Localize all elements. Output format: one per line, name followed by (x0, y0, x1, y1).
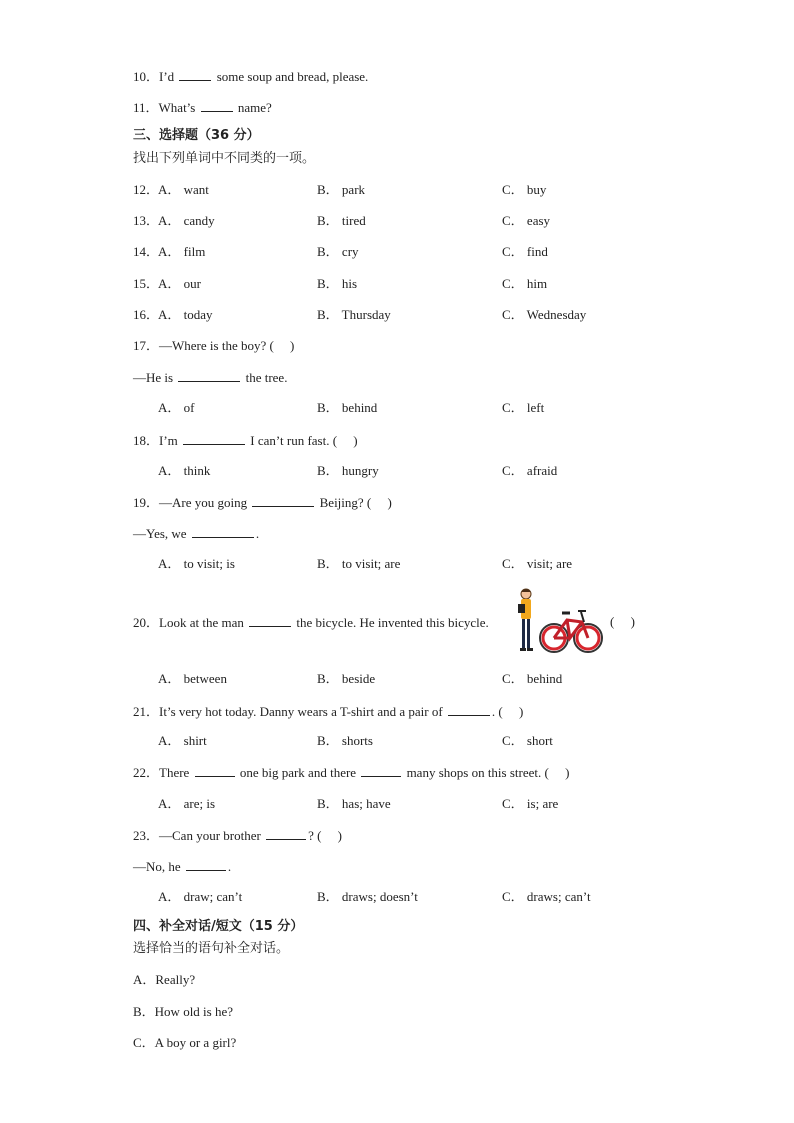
option-b[interactable]: B． behind (317, 400, 378, 415)
option-b[interactable]: B． Thursday (317, 307, 391, 322)
option-b[interactable]: B． shorts (317, 733, 373, 748)
question-17-response: —He is the tree. (133, 370, 288, 385)
choice-a: A．Really? (133, 972, 196, 987)
option-b[interactable]: B． to visit; are (317, 556, 401, 571)
answer-blank[interactable] (361, 764, 401, 777)
option-b[interactable]: B． cry (317, 244, 359, 259)
question-21: 21．It’s very hot today. Danny wears a T-shirt and a pair of . ( ) (133, 704, 524, 719)
option-b[interactable]: B． tired (317, 213, 366, 228)
question-22: 22．There one big park and there many shops on this street. ( ) (133, 765, 570, 780)
question-20-paren: ( ) (610, 614, 635, 629)
answer-blank[interactable] (201, 99, 233, 112)
option-a[interactable]: A． film (158, 244, 206, 259)
question-19-response: —Yes, we . (133, 526, 260, 541)
option-c[interactable]: C． Wednesday (502, 307, 587, 322)
option-c[interactable]: C． find (502, 244, 548, 259)
option-a[interactable]: A． between (158, 671, 227, 686)
option-a[interactable]: A． of (158, 400, 195, 415)
section-3-title: 三、选择题（36 分） (133, 128, 260, 143)
option-c[interactable]: C． is; are (502, 796, 559, 811)
bicycle-icon (512, 586, 606, 656)
section-3-instruction: 找出下列单词中不同类的一项。 (133, 151, 316, 166)
option-a[interactable]: A． our (158, 276, 201, 291)
option-c[interactable]: C． easy (502, 213, 551, 228)
option-c[interactable]: C． afraid (502, 463, 558, 478)
answer-blank[interactable] (179, 68, 211, 81)
question-10: 10．I’d some soup and bread, please. (133, 69, 369, 84)
option-c[interactable]: C． draws; can’t (502, 889, 591, 904)
option-a[interactable]: A． draw; can’t (158, 889, 243, 904)
option-b[interactable]: B． beside (317, 671, 376, 686)
answer-blank[interactable] (186, 858, 226, 871)
option-b[interactable]: B． park (317, 182, 366, 197)
option-b[interactable]: B． draws; doesn’t (317, 889, 418, 904)
option-c[interactable]: C． short (502, 733, 553, 748)
answer-blank[interactable] (448, 703, 490, 716)
option-a[interactable]: A． candy (158, 213, 215, 228)
answer-blank[interactable] (252, 494, 314, 507)
option-c[interactable]: C． him (502, 276, 548, 291)
option-b[interactable]: B． his (317, 276, 358, 291)
option-c[interactable]: C． left (502, 400, 545, 415)
question-12-number: 12． (133, 182, 160, 197)
question-14-number: 14． (133, 244, 160, 259)
section-4-title: 四、补全对话/短文（15 分） (133, 919, 304, 934)
option-a[interactable]: A． are; is (158, 796, 216, 811)
answer-blank[interactable] (249, 614, 291, 627)
question-13-number: 13． (133, 213, 160, 228)
option-a[interactable]: A． think (158, 463, 211, 478)
question-18: 18．I’m I can’t run fast. ( ) (133, 433, 358, 448)
option-c[interactable]: C． visit; are (502, 556, 573, 571)
option-b[interactable]: B． hungry (317, 463, 379, 478)
answer-blank[interactable] (178, 369, 240, 382)
question-11: 11．What’s name? (133, 100, 272, 115)
question-17: 17．—Where is the boy? ( ) (133, 338, 295, 353)
answer-blank[interactable] (183, 432, 245, 445)
question-20: 20．Look at the man the bicycle. He invented this bicycle. (133, 615, 489, 630)
question-23-response: —No, he . (133, 859, 232, 874)
option-a[interactable]: A． to visit; is (158, 556, 235, 571)
option-a[interactable]: A． shirt (158, 733, 207, 748)
answer-blank[interactable] (266, 827, 306, 840)
question-16-number: 16． (133, 307, 160, 322)
choice-b: B．How old is he? (133, 1004, 234, 1019)
option-a[interactable]: A． today (158, 307, 213, 322)
man-with-bicycle-illustration (512, 586, 606, 656)
question-19: 19．—Are you going Beijing? ( ) (133, 495, 392, 510)
option-c[interactable]: C． buy (502, 182, 547, 197)
answer-blank[interactable] (192, 525, 254, 538)
option-b[interactable]: B． has; have (317, 796, 391, 811)
option-a[interactable]: A． want (158, 182, 209, 197)
question-23: 23．—Can your brother ? ( ) (133, 828, 343, 843)
choice-c: C．A boy or a girl? (133, 1035, 237, 1050)
question-15-number: 15． (133, 276, 160, 291)
section-4-instruction: 选择恰当的语句补全对话。 (133, 941, 290, 956)
option-c[interactable]: C． behind (502, 671, 563, 686)
answer-blank[interactable] (195, 764, 235, 777)
